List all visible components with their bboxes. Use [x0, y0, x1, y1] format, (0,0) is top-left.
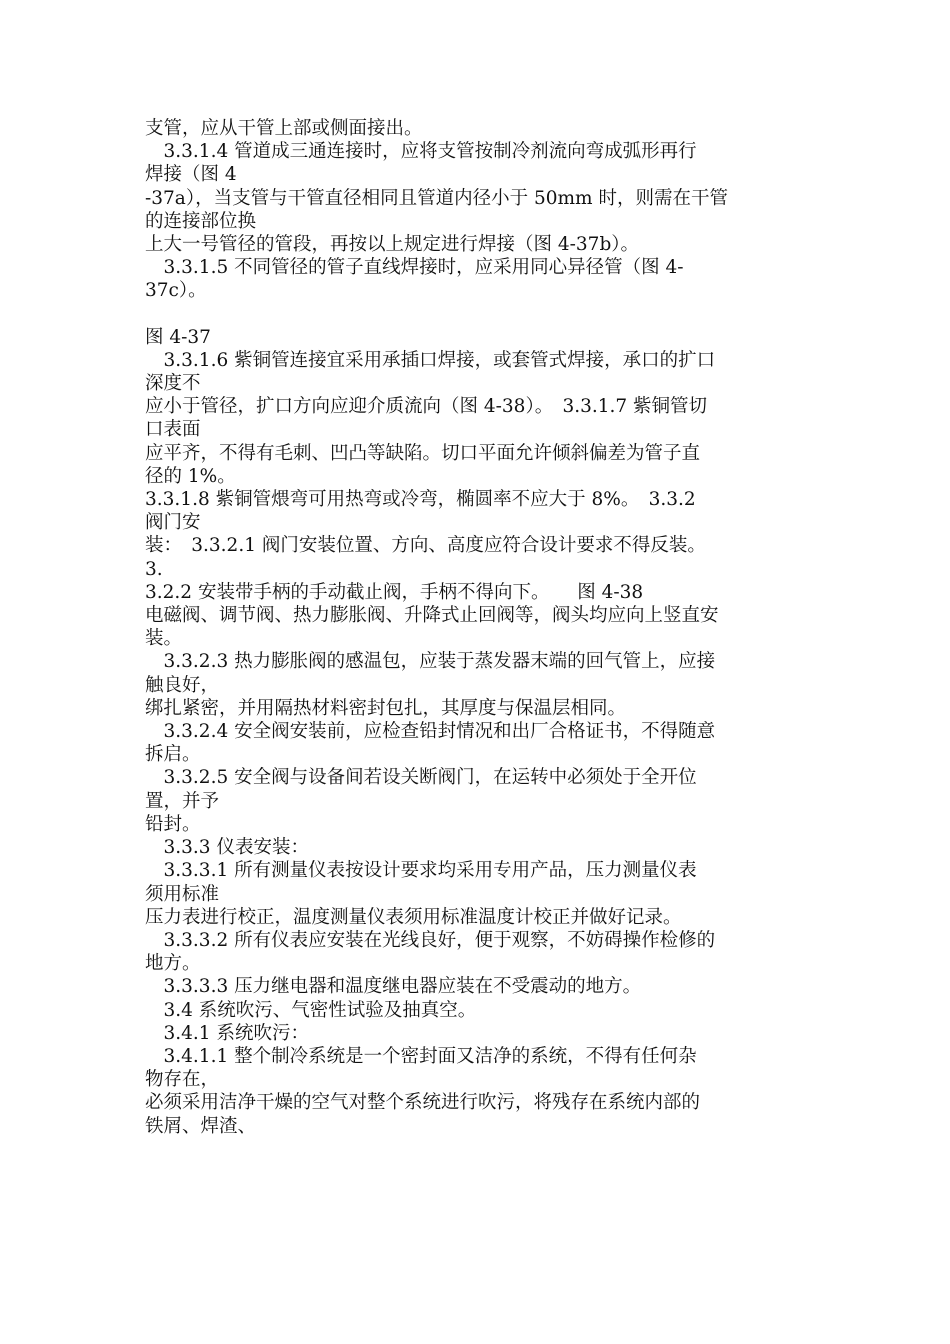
blank-line [145, 303, 807, 326]
text-line: 3.3.1.6 紫铜管连接宜采用承插口焊接，或套管式焊接，承口的扩口 [145, 349, 716, 371]
text-line: 地方。 [145, 953, 201, 975]
text-line: 置，并予 [145, 790, 220, 812]
text-line: 上大一号管径的管段，再按以上规定进行焊接（图 4-37b）。 [145, 234, 640, 256]
text-line: 3. [145, 558, 163, 580]
text-line: 3.3.1.4 管道成三通连接时，应将支管按制冷剂流向弯成弧形再行 [145, 141, 697, 163]
text-line: 铅封。 [145, 813, 201, 835]
text-line: 3.3.3.3 压力继电器和温度继电器应装在不受震动的地方。 [145, 976, 642, 998]
text-line: 3.3.2.4 安全阀安装前，应检查铅封情况和出厂合格证书，不得随意 [145, 721, 716, 743]
text-line: 口表面 [145, 419, 201, 441]
text-line: 绑扎紧密，并用隔热材料密封包扎，其厚度与保温层相同。 [145, 697, 627, 719]
text-line: 阀门安 [145, 512, 201, 534]
text-line: 压力表进行校正，温度测量仪表须用标准温度计校正并做好记录。 [145, 906, 682, 928]
text-line: 3.3.2.5 安全阀与设备间若设关断阀门，在运转中必须处于全开位 [145, 767, 697, 789]
text-line: 装。 [145, 628, 183, 650]
text-line: 电磁阀、调节阀、热力膨胀阀、升降式止回阀等，阀头均应向上竖直安 [145, 605, 719, 627]
text-line: 必须采用洁净干燥的空气对整个系统进行吹污，将残存在系统内部的 [145, 1092, 701, 1114]
text-line: 3.4.1.1 整个制冷系统是一个密封面又洁净的系统，不得有任何杂 [145, 1045, 697, 1067]
text-line: 3.2.2 安装带手柄的手动截止阀，手柄不得向下。 图 4-38 [145, 581, 644, 603]
text-line: 装： 3.3.2.1 阀门安装位置、方向、高度应符合设计要求不得反装。 [145, 535, 706, 557]
text-line: 3.3.3.1 所有测量仪表按设计要求均采用专用产品，压力测量仪表 [145, 860, 697, 882]
text-line: 3.3.1.5 不同管径的管子直线焊接时，应采用同心异径管（图 4- [145, 257, 684, 279]
figure-caption: 图 4-37 [145, 326, 211, 348]
text-line: 3.3.3.2 所有仪表应安装在光线良好，便于观察，不妨碍操作检修的 [145, 929, 716, 951]
text-line: 触良好， [145, 674, 220, 696]
text-line: 3.3.1.8 紫铜管煨弯可用热弯或冷弯，椭圆率不应大于 8%。 3.3.2 [145, 489, 696, 511]
document-body [145, 117, 807, 1138]
text-line: 焊接（图 4 [145, 164, 237, 186]
text-line: 支管，应从干管上部或侧面接出。 [145, 118, 423, 139]
text-line: 3.3.2.3 热力膨胀阀的感温包，应装于蒸发器末端的回气管上，应接 [145, 651, 716, 673]
text-line: 物存在， [145, 1069, 220, 1091]
text-line: 应小于管径，扩口方向应迎介质流向（图 4-38）。 3.3.1.7 紫铜管切 [145, 396, 708, 418]
text-line: 的连接部位换 [145, 210, 257, 232]
text-line: 37c）。 [145, 280, 207, 302]
text-line: 径的 1%。 [145, 465, 236, 487]
text-line: 拆启。 [145, 744, 201, 766]
text-line: -37a），当支管与干管直径相同且管道内径小于 50mm 时，则需在干管 [145, 187, 728, 209]
text-line: 应平齐，不得有毛刺、凹凸等缺陷。切口平面允许倾斜偏差为管子直 [145, 442, 701, 464]
text-line: 深度不 [145, 373, 201, 395]
section-heading: 3.4 系统吹污、气密性试验及抽真空。 [145, 999, 477, 1021]
section-heading: 3.3.3 仪表安装： [145, 837, 309, 859]
section-heading: 3.4.1 系统吹污： [145, 1022, 309, 1044]
text-line: 须用标准 [145, 883, 220, 905]
text-line: 铁屑、焊渣、 [145, 1115, 257, 1137]
